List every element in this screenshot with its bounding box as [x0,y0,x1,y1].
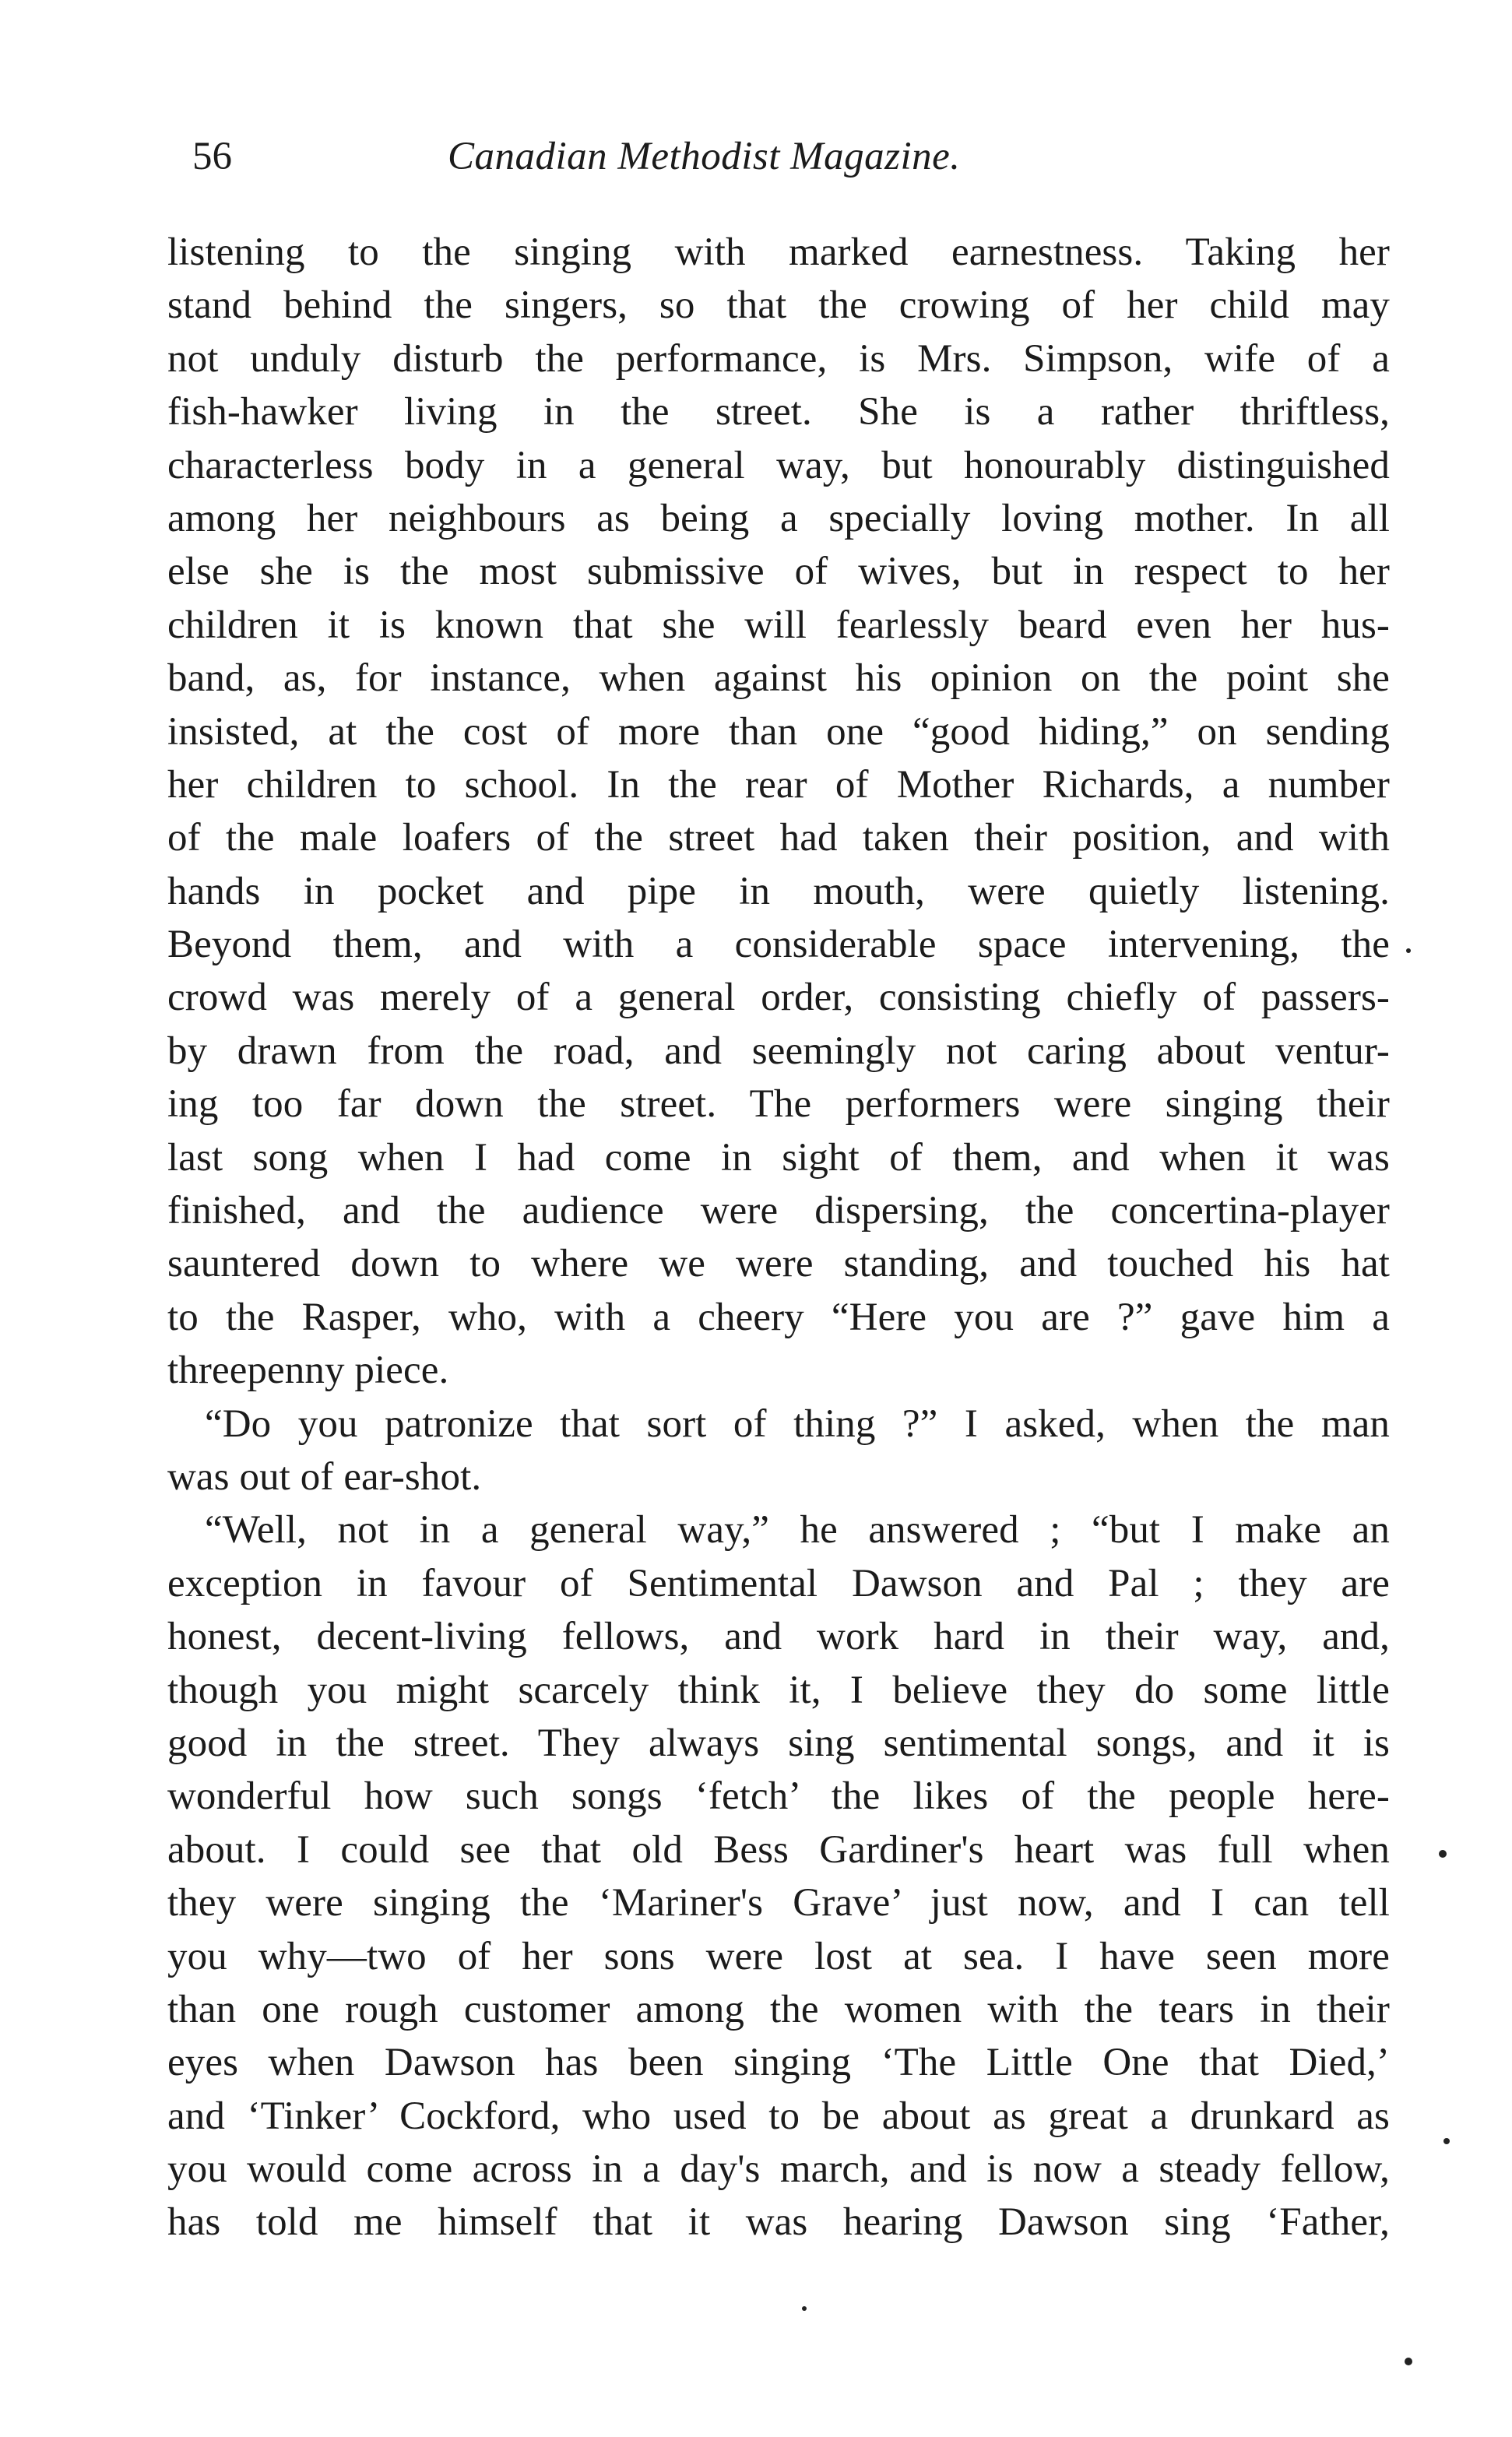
text-line: wonderful how such songs ‘fetch’ the likes of the people here- [167,1774,1390,1819]
text-line: crowd was merely of a general order, consisting chiefly of passers- [167,976,1390,1020]
text-line: by drawn from the road, and seemingly not caring about ventur- [167,1029,1390,1073]
text-line: they were singing the ‘Mariner's Grave’ just now, and I can tell [167,1881,1390,1925]
text-line: last song when I had come in sight of them, and when it was [167,1135,1390,1180]
text-line: hands in pocket and pipe in mouth, were quietly listening. [167,869,1390,913]
text-line: ing too far down the street. The performers were singing their [167,1082,1390,1127]
text-line: was out of ear-shot. [167,1454,482,1499]
text-line: good in the street. They always sing sentimental songs, and it is [167,1721,1390,1765]
text-line: exception in favour of Sentimental Dawson and Pal ; they are [167,1561,1390,1605]
text-line: you would come across in a day's march, and is now a steady fellow, [167,2147,1390,2192]
ink-speck [1406,948,1411,953]
text-line: though you might scarcely think it, I believe they do some little [167,1668,1390,1712]
page-number: 56 [192,135,232,178]
ink-speck [1443,2138,1450,2144]
text-line: band, as, for instance, when against his opinion on the point she [167,656,1390,701]
text-line: about. I could see that old Bess Gardiner's heart was full when [167,1827,1390,1872]
running-title: Canadian Methodist Magazine. [448,135,961,178]
text-line: her children to school. In the rear of Mother Richards, a number [167,762,1390,807]
text-line: “Do you patronize that sort of thing ?” I asked, when the man [205,1401,1390,1446]
text-line: eyes when Dawson has been singing ‘The Little One that Died,’ [167,2041,1390,2085]
ink-speck [802,2306,807,2311]
text-line: stand behind the singers, so that the crowing of her child may [167,283,1390,328]
text-line: and ‘Tinker’ Cockford, who used to be about as great a drunkard as [167,2094,1390,2138]
text-line: children it is known that she will fearlessly beard even her hus- [167,603,1390,647]
text-line: finished, and the audience were dispersing, the concertina-player [167,1189,1390,1233]
running-header [167,129,1398,184]
body-text [167,226,1390,2249]
ink-speck [1439,1850,1447,1858]
text-line: has told me himself that it was hearing Dawson sing ‘Father, [167,2200,1390,2245]
text-line: you why—two of her sons were lost at sea. I have seen more [167,1934,1390,1978]
text-line: Beyond them, and with a considerable space intervening, the [167,923,1390,967]
text-line: “Well, not in a general way,” he answered ; “but I make an [205,1508,1390,1553]
text-line: threepenny piece. [167,1349,449,1393]
text-line: than one rough customer among the women with the tears in their [167,1987,1390,2031]
text-line: not unduly disturb the performance, is Mrs. Simpson, wife of a [167,336,1390,381]
text-line: among her neighbours as being a specially loving mother. In all [167,496,1390,540]
text-line: listening to the singing with marked earnestness. Taking her [167,230,1390,274]
ink-speck [1405,2358,1412,2365]
text-line: to the Rasper, who, with a cheery “Here you are ?” gave him a [167,1295,1390,1339]
text-line: else she is the most submissive of wives, but in respect to her [167,550,1390,594]
text-line: insisted, at the cost of more than one “good hiding,” on sending [167,709,1390,754]
text-line: honest, decent-living fellows, and work hard in their way, and, [167,1615,1390,1659]
text-line: of the male loafers of the street had taken their position, and with [167,816,1390,860]
text-line: characterless body in a general way, but honourably distinguished [167,443,1390,487]
text-line: fish-hawker living in the street. She is a rather thriftless, [167,390,1390,434]
text-line: sauntered down to where we were standing, and touched his hat [167,1242,1390,1286]
